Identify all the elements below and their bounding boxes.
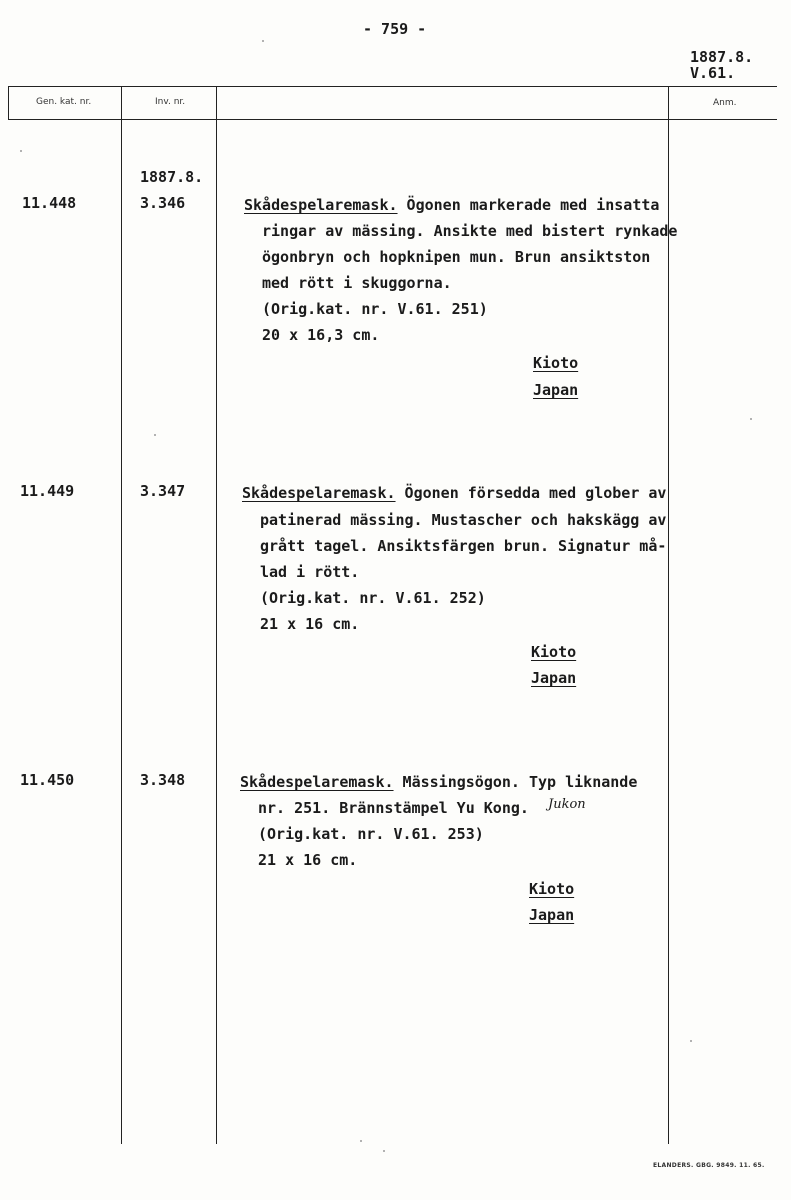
scan-speck xyxy=(750,418,752,420)
entry-line: grått tagel. Ansiktsfärgen brun. Signatur må- xyxy=(260,537,667,555)
column-divider-inv xyxy=(121,86,122,1144)
column-divider-anm xyxy=(668,86,669,1144)
header-year: 1887.8. xyxy=(690,48,754,66)
handwritten-note: Jukon xyxy=(548,797,586,812)
header-bottom-rule xyxy=(8,119,777,120)
entry-dimensions: 20 x 16,3 cm. xyxy=(262,326,380,344)
scan-speck xyxy=(262,40,264,42)
printer-imprint: ELANDERS. GBG. 9849. 11. 65. xyxy=(653,1162,765,1169)
inv-nr: 3.346 xyxy=(140,194,186,212)
entry-text xyxy=(240,773,637,791)
column-header-inv: Inv. nr. xyxy=(155,97,186,107)
inv-nr: 3.347 xyxy=(140,482,186,500)
entry-line: Mässingsögon. Typ liknande xyxy=(393,773,638,791)
entry-orig-kat: (Orig.kat. nr. V.61. 252) xyxy=(260,589,486,607)
scan-speck xyxy=(154,434,156,436)
entry-line: lad i rött. xyxy=(260,563,360,581)
entry-orig-kat: (Orig.kat. nr. V.61. 251) xyxy=(262,300,488,318)
column-divider-gen xyxy=(8,86,9,120)
entry-place-city: Kioto xyxy=(529,880,575,898)
inv-nr: 3.348 xyxy=(140,771,186,789)
scan-speck xyxy=(690,1040,692,1042)
entry-line: nr. 251. Brännstämpel Yu Kong. xyxy=(258,799,529,817)
entry-line: patinerad mässing. Mustascher och hakskägg av xyxy=(260,511,667,529)
entry-line: med rött i skuggorna. xyxy=(262,274,452,292)
scan-speck xyxy=(383,1150,385,1152)
entry-dimensions: 21 x 16 cm. xyxy=(258,851,358,869)
entry-line: Ögonen försedda med glober av xyxy=(395,484,667,502)
entry-place-city: Kioto xyxy=(531,643,577,661)
entry-title: Skådespelaremask. xyxy=(242,484,396,502)
entry-place-city: Kioto xyxy=(533,354,579,372)
header-top-rule xyxy=(8,86,777,87)
entry-dimensions: 21 x 16 cm. xyxy=(260,615,360,633)
entry-line: Ögonen markerade med insatta xyxy=(397,196,660,214)
entry-title: Skådespelaremask. xyxy=(244,196,398,214)
gen-kat-nr: 11.450 xyxy=(20,771,75,789)
scan-speck xyxy=(360,1140,362,1142)
group-year: 1887.8. xyxy=(140,168,204,186)
entry-orig-kat: (Orig.kat. nr. V.61. 253) xyxy=(258,825,484,843)
header-series: V.61. xyxy=(690,64,736,82)
column-divider-text xyxy=(216,86,217,1144)
entry-line: ringar av mässing. Ansikte med bistert rynkade xyxy=(262,222,678,240)
entry-text xyxy=(242,484,666,502)
entry-text xyxy=(244,196,659,214)
entry-line: ögonbryn och hopknipen mun. Brun ansiktston xyxy=(262,248,651,266)
column-header-anm: Anm. xyxy=(713,98,737,108)
scan-speck xyxy=(20,150,22,152)
entry-place-country: Japan xyxy=(531,669,577,687)
entry-title: Skådespelaremask. xyxy=(240,773,394,791)
gen-kat-nr: 11.448 xyxy=(22,194,77,212)
page-number: - 759 - xyxy=(363,20,427,38)
entry-place-country: Japan xyxy=(533,381,579,399)
entry-place-country: Japan xyxy=(529,906,575,924)
gen-kat-nr: 11.449 xyxy=(20,482,75,500)
column-header-gen: Gen. kat. nr. xyxy=(36,97,92,107)
